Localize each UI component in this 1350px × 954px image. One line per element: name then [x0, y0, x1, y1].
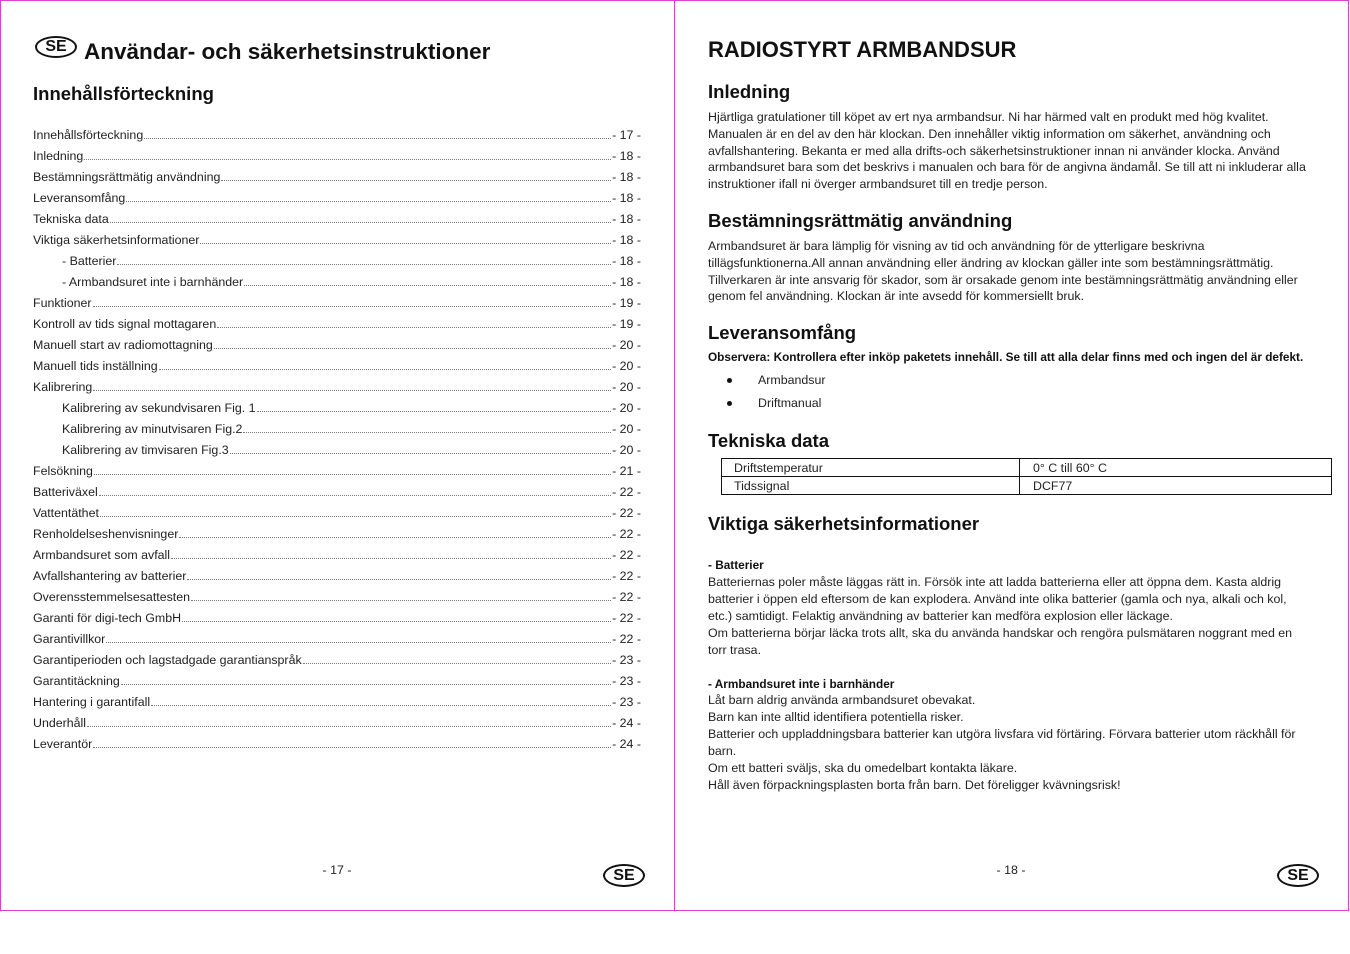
- toc-entry-label: Kalibrering av minutvisaren Fig.2: [62, 422, 243, 436]
- safety-children-text: [708, 692, 1295, 793]
- toc-entry-label: Armbandsuret som avfall: [33, 548, 171, 562]
- toc-entry-page: - 22 -: [612, 485, 641, 499]
- toc-entry-page: - 23 -: [612, 695, 641, 709]
- toc-entry-label: Kalibrering av timvisaren Fig.3: [62, 443, 229, 457]
- toc-entry-label: Bestämningsrättmätig användning: [33, 170, 221, 184]
- toc-entry-page: - 22 -: [612, 506, 641, 520]
- toc-entry-page: - 18 -: [612, 254, 641, 268]
- toc-entry-page: - 20 -: [612, 338, 641, 352]
- toc-entry: [33, 524, 641, 545]
- toc-entry-label: Kontroll av tids signal mottagaren: [33, 317, 217, 331]
- toc-entry-page: - 22 -: [612, 548, 641, 562]
- footer-language-badge: SE: [603, 864, 645, 887]
- toc-entry: [33, 587, 641, 608]
- text-line: armbandsuret bara som det beskrivs i manualen och bara för de angivna ändamål. Se till att ni inkluderar alla: [708, 160, 1306, 175]
- language-badge: SE: [35, 36, 77, 58]
- toc-dot-leader: [144, 138, 611, 139]
- toc-dot-leader: [93, 306, 612, 307]
- toc-entry-page: - 20 -: [612, 422, 641, 436]
- text-line: Batteriernas poler måste läggas rätt in. Försök inte att ladda batterierna eller att öppna dem. Kasta aldrig: [708, 574, 1282, 589]
- toc-entry-page: - 19 -: [612, 317, 641, 331]
- toc-entry-label: Batteriväxel: [33, 485, 98, 499]
- toc-entry: [33, 314, 641, 335]
- footer-language-badge: SE: [1277, 864, 1319, 887]
- text-line: Håll även förpackningsplasten borta från barn. Det föreligger kvävningsrisk!: [708, 777, 1121, 792]
- toc-entry-label: Garanti för digi-tech GmbH: [33, 611, 182, 625]
- toc-entry: [33, 272, 641, 293]
- toc-entry-label: Underhåll: [33, 716, 87, 730]
- toc-dot-leader: [182, 621, 611, 622]
- toc-entry-page: - 18 -: [612, 275, 641, 289]
- toc-entry-label: Kalibrering: [33, 380, 93, 394]
- toc-entry-label: Inledning: [33, 149, 84, 163]
- toc-entry: [33, 209, 641, 230]
- delivery-item-label: Armbandsur: [758, 373, 826, 387]
- toc-dot-leader: [200, 243, 611, 244]
- toc-dot-leader: [84, 159, 611, 160]
- toc-entry-page: - 23 -: [612, 674, 641, 688]
- toc-entry-page: - 21 -: [612, 464, 641, 478]
- text-line: Om batterierna börjar läcka trots allt, ska du använda handskar och rengöra pulsmätaren noggrant med en: [708, 625, 1293, 640]
- delivery-item-label: Driftmanual: [758, 396, 822, 410]
- delivery-item: [724, 372, 1024, 395]
- intro-paragraph: [708, 109, 1306, 193]
- bullet-icon: [727, 401, 732, 406]
- toc-entry: [33, 503, 641, 524]
- toc-entry-label: Viktiga säkerhetsinformationer: [33, 233, 200, 247]
- toc-entry-page: - 18 -: [612, 170, 641, 184]
- toc-entry-label: Innehållsförteckning: [33, 128, 144, 142]
- toc-dot-leader: [303, 663, 611, 664]
- toc-dot-leader: [179, 537, 611, 538]
- toc-entry: [33, 251, 641, 272]
- spec-label-cell: Driftstemperatur: [722, 459, 1020, 477]
- page-divider: [674, 0, 675, 911]
- toc-entry-label: Garantivillkor: [33, 632, 106, 646]
- scope-of-delivery-note: Observera: Kontrollera efter inköp paketets innehåll. Se till att alla delar finns med och ingen del är defekt.: [708, 350, 1304, 364]
- toc-entry: [33, 188, 641, 209]
- table-row: [722, 477, 1332, 495]
- toc-dot-leader: [110, 222, 611, 223]
- toc-entry-label: Garantitäckning: [33, 674, 120, 688]
- text-line: batterier i öppen eld eftersom de kan explodera. Använd inte olika batterier (gamla och nya, alkali och kol,: [708, 591, 1287, 606]
- toc-entry-label: - Batterier: [62, 254, 117, 268]
- text-line: barn.: [708, 743, 737, 758]
- toc-entry-page: - 18 -: [612, 149, 641, 163]
- toc-entry-label: Avfallshantering av batterier: [33, 569, 187, 583]
- toc-entry-page: - 20 -: [612, 359, 641, 373]
- page-number: - 18 -: [996, 863, 1026, 877]
- toc-entry-label: Funktioner: [33, 296, 92, 310]
- toc-entry-page: - 20 -: [612, 401, 641, 415]
- toc-dot-leader: [257, 411, 612, 412]
- toc-entry-label: Garantiperioden och lagstadgade garantianspråk: [33, 653, 302, 667]
- toc-entry-page: - 20 -: [612, 443, 641, 457]
- toc-dot-leader: [243, 432, 611, 433]
- toc-entry-page: - 17 -: [612, 128, 641, 142]
- toc-dot-leader: [94, 474, 611, 475]
- toc-entry-page: - 22 -: [612, 527, 641, 541]
- text-line: etc.) samtidigt. Felaktig användning av batterier kan medföra explosion eller läckage.: [708, 608, 1173, 623]
- section-heading-safety: Viktiga säkerhetsinformationer: [708, 513, 980, 534]
- page-number: - 17 -: [322, 863, 352, 877]
- toc-entry: [33, 440, 641, 461]
- toc-entry-label: Renholdelseshenvisninger: [33, 527, 179, 541]
- toc-entry-label: Felsökning: [33, 464, 93, 478]
- text-line: avfallshantering. Bekanta er med alla drifts-och säkerhetsinstruktioner innan ni använder klocka. Använd: [708, 143, 1280, 158]
- toc-entry-page: - 24 -: [612, 716, 641, 730]
- toc-entry: [33, 377, 641, 398]
- delivery-items-list: [724, 372, 1024, 418]
- toc-entry: [33, 545, 641, 566]
- page-title: Användar- och säkerhetsinstruktioner: [84, 39, 491, 64]
- safety-children-block: [708, 676, 1295, 794]
- toc-entry: [33, 650, 641, 671]
- safety-batteries-block: [708, 557, 1292, 659]
- toc-entry-label: Leveransomfång: [33, 191, 126, 205]
- toc-dot-leader: [87, 726, 611, 727]
- table-row: [722, 459, 1332, 477]
- product-title: RADIOSTYRT ARMBANDSUR: [708, 37, 1017, 62]
- toc-entry-page: - 22 -: [612, 611, 641, 625]
- spec-label-cell: Tidssignal: [722, 477, 1020, 495]
- toc-entry-label: Hantering i garantifall: [33, 695, 151, 709]
- toc-dot-leader: [230, 453, 611, 454]
- toc-entry: [33, 482, 641, 503]
- text-line: Armbandsuret är bara lämplig för visning av tid och användning för de ytterligare beskrivna: [708, 239, 1205, 253]
- toc-dot-leader: [100, 516, 611, 517]
- toc-entry: [33, 713, 641, 734]
- spec-value-cell: DCF77: [1020, 477, 1332, 495]
- text-line: tillägsfunktionerna.All annan användning eller ändring av klockan gäller inte som bestämningsrättmätig.: [708, 255, 1274, 270]
- toc-dot-leader: [99, 495, 611, 496]
- toc-dot-leader: [159, 369, 611, 370]
- section-heading-technical-data: Tekniska data: [708, 430, 829, 451]
- toc-entry: [33, 125, 641, 146]
- toc-dot-leader: [187, 579, 611, 580]
- toc-entry: [33, 293, 641, 314]
- toc-entry-label: Kalibrering av sekundvisaren Fig. 1: [62, 401, 256, 415]
- toc-dot-leader: [117, 264, 611, 265]
- spec-value-cell: 0° C till 60° C: [1020, 459, 1332, 477]
- toc-entry: [33, 167, 641, 188]
- toc-entry-page: - 22 -: [612, 632, 641, 646]
- toc-entry-page: - 20 -: [612, 380, 641, 394]
- toc-entry: [33, 608, 641, 629]
- toc-entry-page: - 22 -: [612, 590, 641, 604]
- technical-data-table: [721, 458, 1332, 495]
- text-line: Manualen är en del av den här klockan. Den innehåller viktig information om säkerhet, användning och: [708, 126, 1271, 141]
- toc-entry: [33, 230, 641, 251]
- toc-dot-leader: [93, 747, 611, 748]
- text-line: Om ett batteri sväljs, ska du omedelbart kontakta läkare.: [708, 760, 1018, 775]
- toc-dot-leader: [244, 285, 611, 286]
- toc-entry-page: - 18 -: [612, 191, 641, 205]
- toc-entry-label: - Armbandsuret inte i barnhänder: [62, 275, 244, 289]
- safety-subheading-batteries: - Batterier: [708, 557, 764, 572]
- toc-entry-label: Vattentäthet: [33, 506, 99, 520]
- toc-entry-page: - 23 -: [612, 653, 641, 667]
- toc-dot-leader: [121, 684, 611, 685]
- toc-entry-page: - 18 -: [612, 233, 641, 247]
- toc-dot-leader: [191, 600, 611, 601]
- toc-dot-leader: [93, 390, 611, 391]
- toc-entry: [33, 356, 641, 377]
- toc-dot-leader: [106, 642, 611, 643]
- toc-entry: [33, 566, 641, 587]
- toc-entry-page: - 24 -: [612, 737, 641, 751]
- text-line: Tillverkaren är inte ansvarig för skador, som är orsakade genom inte bestämningsrättmätig användning eller: [708, 272, 1298, 287]
- toc-entry: [33, 629, 641, 650]
- toc-dot-leader: [126, 201, 611, 202]
- text-line: instruktioner ifall ni överger armbandsuret till en tredje person.: [708, 177, 1048, 192]
- toc-entry: [33, 671, 641, 692]
- toc-entry: [33, 146, 641, 167]
- toc-dot-leader: [221, 180, 611, 181]
- delivery-item: [724, 395, 1024, 418]
- text-line: Batterier och uppladdningsbara batterier kan utgöra livsfara vid förtäring. Förvara batterier utom räckhåll för: [708, 727, 1296, 742]
- toc-dot-leader: [151, 705, 611, 706]
- text-line: Barn kan inte alltid identifiera potentiella risker.: [708, 710, 964, 725]
- toc-dot-leader: [214, 348, 611, 349]
- text-line: Låt barn aldrig använda armbandsuret obevakat.: [708, 693, 976, 708]
- toc-entry-label: Manuell tids inställning: [33, 359, 158, 373]
- intended-use-paragraph: [708, 238, 1298, 305]
- toc-entry: [33, 734, 641, 755]
- text-line: torr trasa.: [708, 642, 762, 657]
- safety-batteries-text: [708, 574, 1292, 659]
- toc-dot-leader: [217, 327, 611, 328]
- bullet-icon: [727, 378, 732, 383]
- text-line: genom fel användning. Klockan är inte avsedd för kommersiellt bruk.: [708, 289, 1085, 304]
- toc-entry-page: - 18 -: [612, 212, 641, 226]
- toc-entry-label: Leverantör: [33, 737, 93, 751]
- technical-data-table-body: [722, 459, 1332, 495]
- toc-entry: [33, 419, 641, 440]
- toc-entry: [33, 398, 641, 419]
- toc-entry-page: - 19 -: [612, 296, 641, 310]
- section-heading-intro: Inledning: [708, 81, 791, 102]
- toc-entry-label: Tekniska data: [33, 212, 109, 226]
- toc-entry-label: Overensstemmelsesattesten: [33, 590, 191, 604]
- safety-subheading-children: - Armbandsuret inte i barnhänder: [708, 676, 895, 691]
- section-heading-intended-use: Bestämningsrättmätig användning: [708, 210, 1013, 231]
- table-of-contents: [33, 125, 641, 755]
- toc-heading: Innehållsförteckning: [33, 83, 214, 104]
- section-heading-scope-of-delivery: Leveransomfång: [708, 322, 857, 343]
- toc-entry: [33, 461, 641, 482]
- toc-entry-label: Manuell start av radiomottagning: [33, 338, 213, 352]
- toc-dot-leader: [171, 558, 611, 559]
- toc-entry: [33, 335, 641, 356]
- toc-entry-page: - 22 -: [612, 569, 641, 583]
- toc-entry: [33, 692, 641, 713]
- text-line: Hjärtliga gratulationer till köpet av ert nya armbandsur. Ni har härmed valt en produkt med hög kvalitet.: [708, 110, 1269, 124]
